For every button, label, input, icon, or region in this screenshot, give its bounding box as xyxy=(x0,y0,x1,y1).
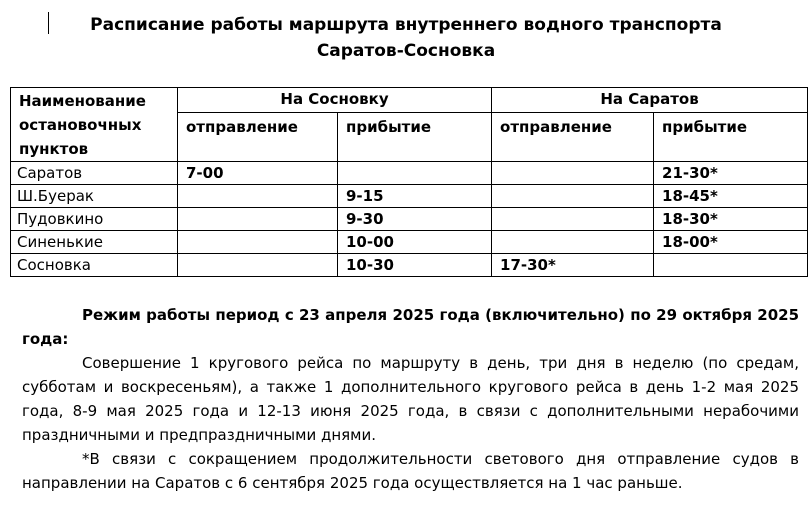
table-row xyxy=(11,162,808,185)
sosnovka-departure-header: отправление xyxy=(178,113,338,162)
stop-name-cell: Сосновка xyxy=(11,254,178,277)
saratov-arrival-cell: 18-30* xyxy=(654,208,808,231)
sosnovka-arrival-cell: 9-15 xyxy=(338,185,492,208)
footnote-paragraph: *В связи с сокращением продолжительности светового дня отправление судов в направлении на Саратов с 6 сентября 2025 года осуществляется на 1 час раньше. xyxy=(22,450,799,492)
saratov-arrival-header: прибытие xyxy=(654,113,808,162)
group-header-to-saratov: На Саратов xyxy=(492,88,808,113)
sosnovka-departure-cell: 7-00 xyxy=(178,162,338,185)
saratov-departure-cell xyxy=(492,185,654,208)
table-row xyxy=(11,231,808,254)
operating-period-heading: Режим работы период с 23 апреля 2025 года (включительно) по 29 октября 2025 года: xyxy=(22,306,799,348)
operating-mode-paragraph: Совершение 1 кругового рейса по маршруту в день, три дня в неделю (по средам, субботам и воскресеньям), а также 1 дополнительного кругового рейса в день 1-2 мая 2025 года, 8-9 мая 2025 года и 12-13 июня 2025 года, в связи с дополнительными нерабочими праздничными и предпраздничными днями. xyxy=(22,354,799,444)
schedule-header xyxy=(11,88,808,162)
saratov-arrival-cell xyxy=(654,254,808,277)
saratov-departure-header: отправление xyxy=(492,113,654,162)
sosnovka-departure-cell xyxy=(178,208,338,231)
stop-name-cell: Ш.Буерак xyxy=(11,185,178,208)
stop-name-cell: Саратов xyxy=(11,162,178,185)
stop-name-cell: Синенькие xyxy=(11,231,178,254)
table-row xyxy=(11,254,808,277)
stop-name-cell: Пудовкино xyxy=(11,208,178,231)
sosnovka-arrival-cell: 10-00 xyxy=(338,231,492,254)
saratov-departure-cell: 17-30* xyxy=(492,254,654,277)
header-row-groups xyxy=(11,88,808,113)
saratov-arrival-cell: 18-45* xyxy=(654,185,808,208)
stops-header: Наименование остановочных пунктов xyxy=(11,88,178,162)
title-line-1: Расписание работы маршрута внутреннего водного транспорта xyxy=(90,15,722,35)
saratov-arrival-cell: 21-30* xyxy=(654,162,808,185)
title-line-2: Саратов-Сосновка xyxy=(316,41,496,61)
schedule-body xyxy=(11,162,808,277)
saratov-arrival-cell: 18-00* xyxy=(654,231,808,254)
sosnovka-departure-cell xyxy=(178,231,338,254)
schedule-table xyxy=(10,87,808,277)
saratov-departure-cell xyxy=(492,162,654,185)
sosnovka-departure-cell xyxy=(178,254,338,277)
page-title xyxy=(0,12,812,64)
saratov-departure-cell xyxy=(492,231,654,254)
table-row xyxy=(11,185,808,208)
schedule-notes xyxy=(22,303,799,495)
table-row xyxy=(11,208,808,231)
sosnovka-departure-cell xyxy=(178,185,338,208)
saratov-departure-cell xyxy=(492,208,654,231)
sosnovka-arrival-cell xyxy=(338,162,492,185)
sosnovka-arrival-cell: 9-30 xyxy=(338,208,492,231)
sosnovka-arrival-header: прибытие xyxy=(338,113,492,162)
sosnovka-arrival-cell: 10-30 xyxy=(338,254,492,277)
group-header-to-sosnovka: На Сосновку xyxy=(178,88,492,113)
